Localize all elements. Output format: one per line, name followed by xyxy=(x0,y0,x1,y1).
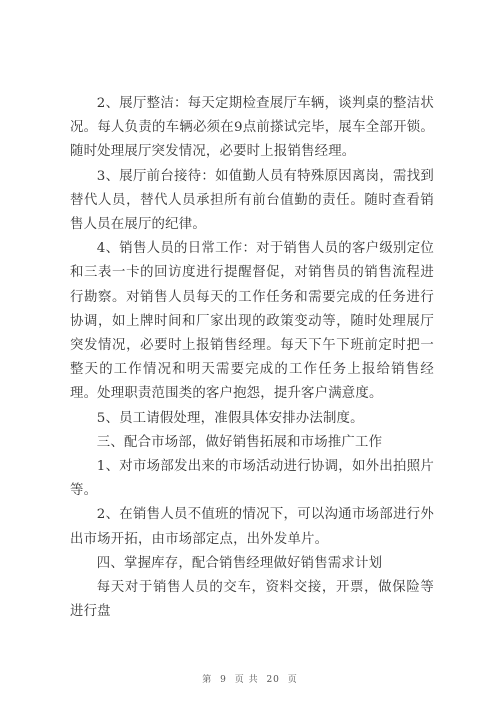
paragraph-marketing-coordination: 1、对市场部发出来的市场活动进行协调，如外出拍照片等。 xyxy=(70,459,434,499)
paragraph-showroom-cleanliness: 2、展厅整洁：每天定期检查展厅车辆，谈判桌的整洁状况。每人负责的车辆必须在9点前搽试完毕，展车全部开锁。随时处理展厅突发情况，必要时上报销售经理。 xyxy=(70,96,434,160)
paragraph-daily-sales-work: 4、销售人员的日常工作：对于销售人员的客户级别定位和三表一卡的回访度进行提醒督促，对销售员的销售流程进行勘察。对销售人员每天的工作任务和需要完成的任务进行协调，如上牌时间和厂家出现的政策变动等，随时处理展厅突发情况，必要时上报销售经理。每天下午下班前定时把一整天的工作情况和明天需要完成的工作任务上报给销售经理。处理职责范围类的客户抱怨，提升客户满意度。 xyxy=(70,241,434,402)
section-heading-marketing: 三、配合市场部，做好销售拓展和市场推广工作 xyxy=(96,434,383,450)
paragraph-front-desk-reception: 3、展厅前台接待：如值勤人员有特殊原因离岗，需找到替代人员，替代人员承担所有前台值勤的责任。随时查看销售人员在展厅的纪律。 xyxy=(70,168,434,233)
paragraph-daily-delivery-check: 每天对于销售人员的交车，资料交接，开票，做保险等进行盘 xyxy=(70,580,434,620)
document-body xyxy=(70,92,434,624)
footer-prefix: 第 xyxy=(202,675,213,685)
footer-page-number: 9 xyxy=(220,675,227,685)
paragraph-leave-handling: 5、员工请假处理，准假具体安排办法制度。 xyxy=(96,410,364,426)
footer-total-pages: 20 xyxy=(266,675,280,685)
paragraph-market-expansion: 2、在销售人员不值班的情况下，可以沟通市场部进行外出市场开拓，由市场部定点，出外发单片。 xyxy=(70,507,434,547)
footer-middle: 页 共 xyxy=(234,675,259,685)
footer-suffix: 页 xyxy=(287,675,298,685)
page-footer xyxy=(0,672,500,685)
section-heading-inventory: 四、掌握库存，配合销售经理做好销售需求计划 xyxy=(96,555,383,571)
